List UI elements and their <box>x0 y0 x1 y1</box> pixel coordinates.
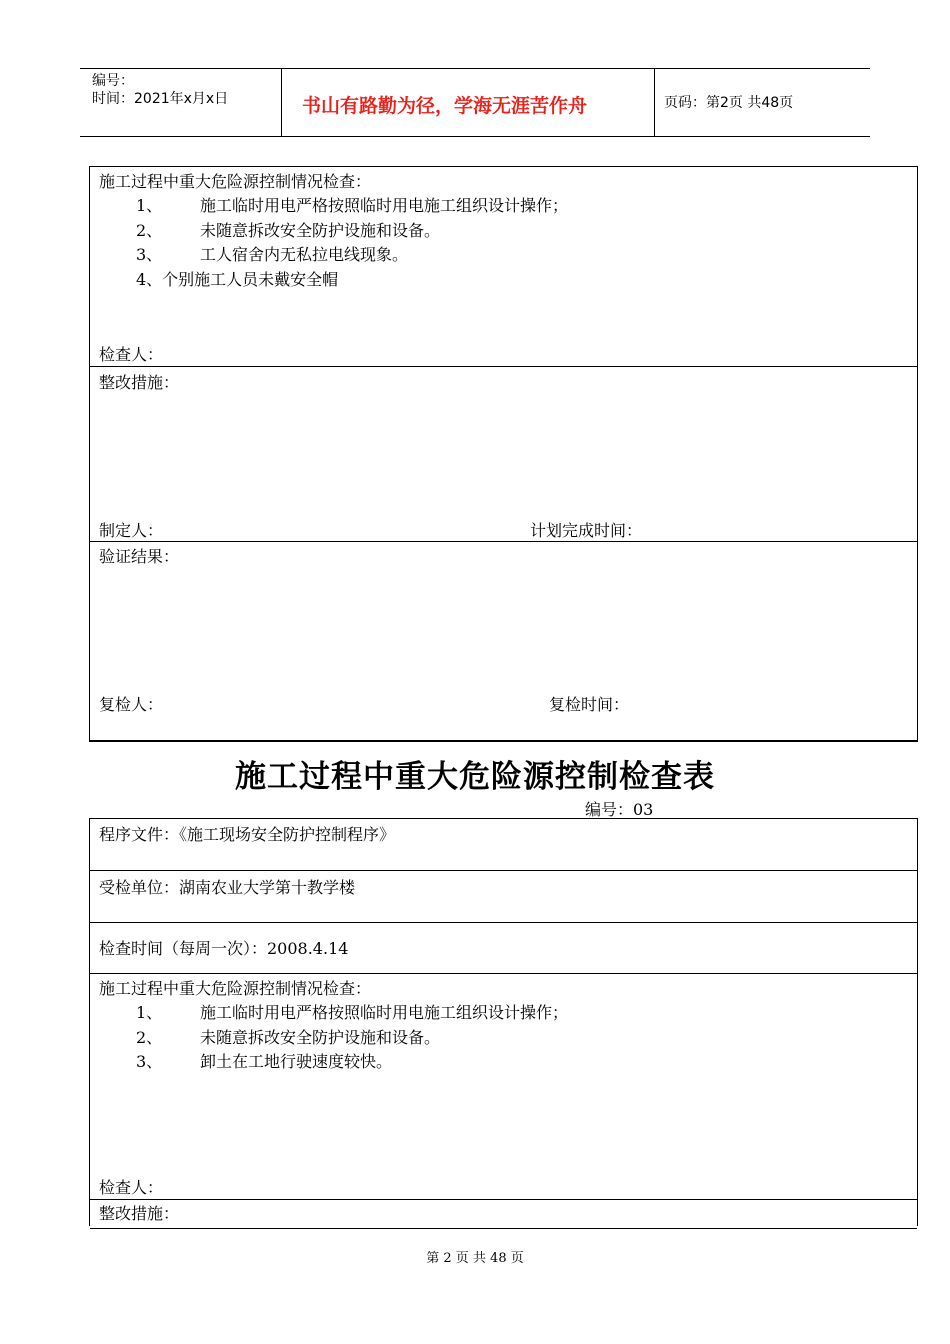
form-number: 编号：03 <box>585 800 654 819</box>
header-divider-left <box>281 68 282 136</box>
check-time-row <box>90 922 917 975</box>
inspection2-item-1-text: 施工临时用电严格按照临时用电施工组织设计操作； <box>200 1003 569 1022</box>
unit-text: 受检单位：湖南农业大学第十教学楼 <box>99 878 356 897</box>
inspection-item-1-text: 施工临时用电严格按照临时用电施工组织设计操作； <box>200 196 569 215</box>
verification-section <box>90 541 917 741</box>
inspection-item-3-num: 3、 <box>136 245 163 264</box>
header-motto: 书山有路勤为径，学海无涯苦作舟 <box>302 95 588 117</box>
rechecker-label: 复检人： <box>99 695 164 714</box>
header-code-label: 编号： <box>92 73 134 89</box>
recheck-time-label: 复检时间： <box>549 695 630 714</box>
planned-time-label: 计划完成时间： <box>530 521 643 540</box>
header-divider-right <box>654 68 655 136</box>
header-page-info: 页码：第2页 共48页 <box>664 95 794 111</box>
header-time-label: 时间：2021年x月x日 <box>92 91 229 107</box>
inspection-heading: 施工过程中重大危险源控制情况检查： <box>99 172 372 191</box>
inspection-table-2 <box>89 818 918 1226</box>
inspector-label: 检查人： <box>99 345 164 364</box>
verification-heading: 验证结果： <box>99 547 180 566</box>
rectification-section-2 <box>90 1199 917 1229</box>
inspector-label-2: 检查人： <box>99 1178 164 1197</box>
unit-row <box>90 870 917 923</box>
inspection2-item-3-num: 3、 <box>136 1052 163 1071</box>
inspection2-item-2-text: 未随意拆改安全防护设施和设备。 <box>200 1028 441 1047</box>
check-time-text: 检查时间（每周一次）：2008.4.14 <box>99 939 349 958</box>
form-title: 施工过程中重大危险源控制检查表 <box>235 759 715 795</box>
inspection-item-4: 4、个别施工人员未戴安全帽 <box>136 270 339 289</box>
inspection-section-2 <box>90 973 917 1201</box>
inspection-section <box>90 167 917 367</box>
inspection2-item-2-num: 2、 <box>136 1028 163 1047</box>
header-bottom-rule <box>80 136 870 137</box>
inspection2-item-3-text: 卸土在工地行驶速度较快。 <box>200 1052 393 1071</box>
inspection-item-1-num: 1、 <box>136 196 163 215</box>
inspection-item-2-text: 未随意拆改安全防护设施和设备。 <box>200 221 441 240</box>
rectification-heading-2: 整改措施： <box>99 1204 180 1223</box>
rectification-section <box>90 366 917 542</box>
inspection-item-2-num: 2、 <box>136 221 163 240</box>
rectification-heading: 整改措施： <box>99 373 180 392</box>
procedure-row <box>90 819 917 871</box>
procedure-text: 程序文件：《施工现场安全防护控制程序》 <box>99 825 396 844</box>
page-footer: 第 2 页 共 48 页 <box>426 1251 524 1266</box>
header-top-rule <box>80 68 870 69</box>
inspection-table-1 <box>89 166 918 742</box>
inspection2-item-1-num: 1、 <box>136 1003 163 1022</box>
maker-label: 制定人： <box>99 521 164 540</box>
inspection-item-3-text: 工人宿舍内无私拉电线现象。 <box>200 245 409 264</box>
inspection-heading-2: 施工过程中重大危险源控制情况检查： <box>99 979 372 998</box>
